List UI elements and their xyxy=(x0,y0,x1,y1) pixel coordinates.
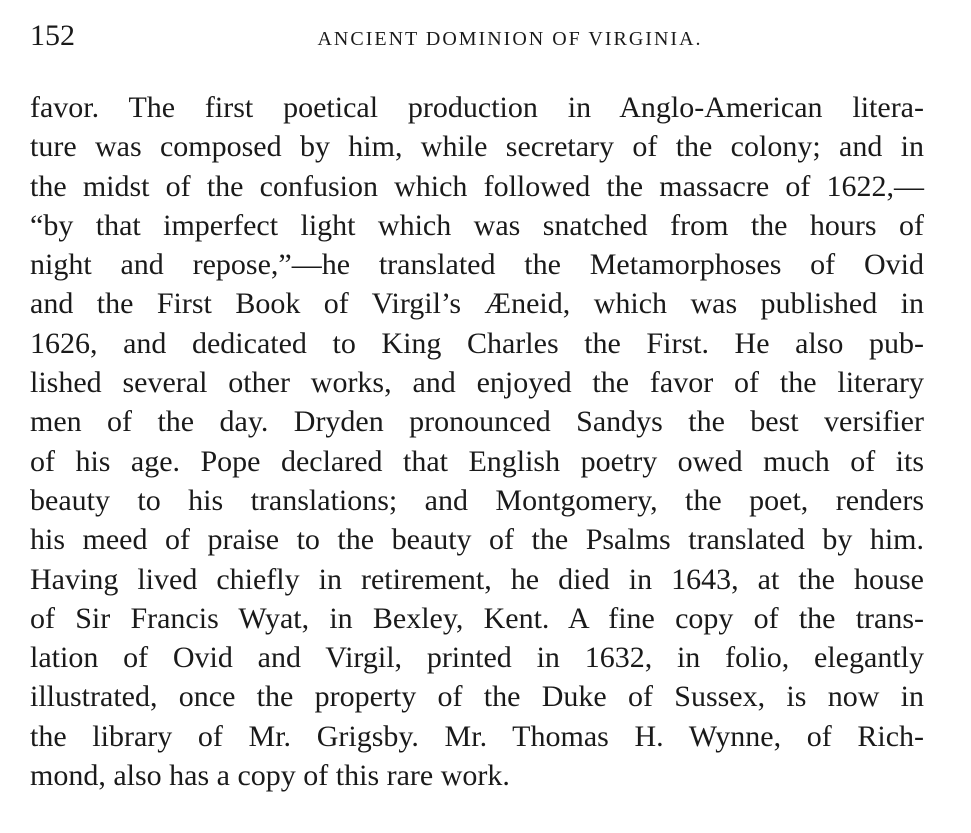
text-line: and the First Book of Virgil’s Æneid, which was published in xyxy=(30,287,924,321)
text-line: of Sir Francis Wyat, in Bexley, Kent. A fine copy of the trans- xyxy=(30,601,924,635)
page-number: 152 xyxy=(30,19,75,52)
text-line: Having lived chiefly in retirement, he died in 1643, at the house xyxy=(30,562,924,596)
text-line: his meed of praise to the beauty of the Psalms translated by him. xyxy=(30,523,924,557)
text-line: illustrated, once the property of the Duke of Sussex, is now in xyxy=(30,680,924,714)
body-paragraph xyxy=(30,88,924,795)
text-line: lation of Ovid and Virgil, printed in 1632, in folio, elegantly xyxy=(30,641,924,675)
text-line-last: mond, also has a copy of this rare work. xyxy=(30,759,510,793)
text-line: night and repose,”—he translated the Metamorphoses of Ovid xyxy=(30,248,924,282)
text-line: beauty to his translations; and Montgomery, the poet, renders xyxy=(30,483,924,517)
running-title: ANCIENT DOMINION OF VIRGINIA. xyxy=(317,28,703,50)
page-header xyxy=(30,18,930,54)
text-line: the midst of the confusion which followed the massacre of 1622,— xyxy=(30,169,924,203)
text-line: lished several other works, and enjoyed the favor of the literary xyxy=(30,366,924,400)
text-line: “by that imperfect light which was snatched from the hours of xyxy=(30,208,924,242)
text-line: the library of Mr. Grigsby. Mr. Thomas H. Wynne, of Rich- xyxy=(30,719,924,753)
text-line: ture was composed by him, while secretary of the colony; and in xyxy=(30,130,924,164)
text-line: men of the day. Dryden pronounced Sandys the best versifier xyxy=(30,405,924,439)
text-line: of his age. Pope declared that English poetry owed much of its xyxy=(30,444,924,478)
text-line: favor. The first poetical production in Anglo-American litera- xyxy=(30,91,924,124)
text-line: 1626, and dedicated to King Charles the First. He also pub- xyxy=(30,326,924,360)
